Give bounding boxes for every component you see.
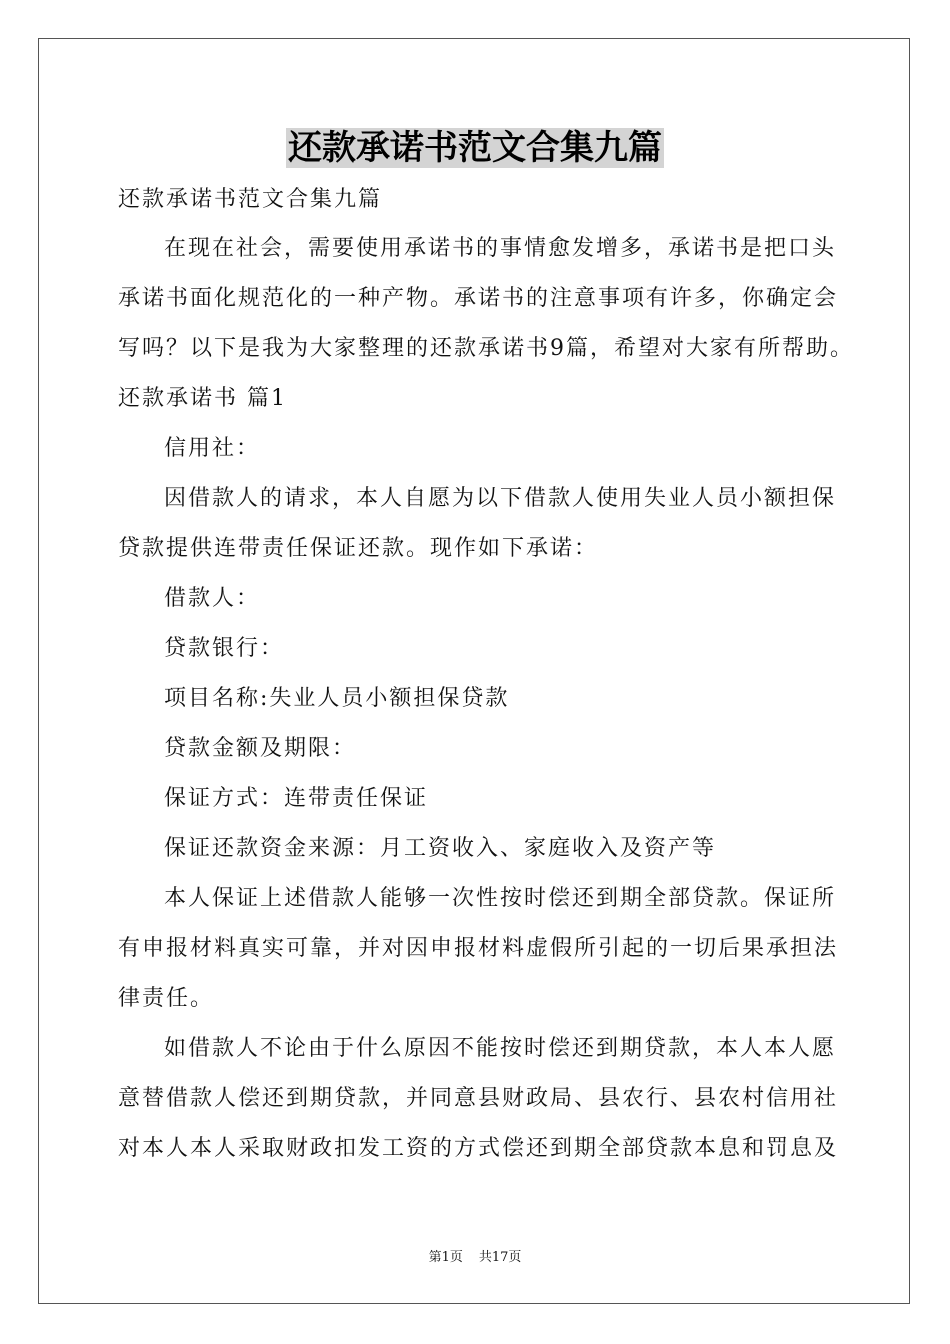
paragraph-line: 贷款提供连带责任保证还款。现作如下承诺： bbox=[118, 536, 599, 561]
paragraph-line: 承诺书面化规范化的一种产物。承诺书的注意事项有许多，你确定会 bbox=[118, 286, 839, 311]
paragraph-line: 律责任。 bbox=[118, 986, 215, 1011]
paragraph-line: 因借款人的请求，本人自愿为以下借款人使用失业人员小额担保 bbox=[164, 486, 837, 511]
page-frame bbox=[38, 38, 910, 1304]
field-line-amount: 贷款金额及期限： bbox=[164, 736, 357, 761]
field-line-borrower: 借款人： bbox=[164, 586, 261, 611]
document-title-text: 还款承诺书范文合集九篇 bbox=[288, 128, 662, 168]
page-number: 第1页 bbox=[428, 1250, 463, 1265]
salutation-line: 信用社： bbox=[164, 436, 261, 461]
page-total: 共17页 bbox=[478, 1250, 522, 1265]
subtitle-line: 还款承诺书范文合集九篇 bbox=[118, 187, 383, 212]
field-line-bank: 贷款银行： bbox=[164, 636, 285, 661]
paragraph-line: 在现在社会，需要使用承诺书的事情愈发增多，承诺书是把口头 bbox=[164, 236, 837, 261]
paragraph-line: 写吗？以下是我为大家整理的还款承诺书9篇，希望对大家有所帮助。 bbox=[118, 336, 854, 361]
paragraph-line: 本人保证上述借款人能够一次性按时偿还到期全部贷款。保证所 bbox=[164, 886, 837, 911]
document-title bbox=[0, 123, 950, 173]
paragraph-line: 有申报材料真实可靠，并对因申报材料虚假所引起的一切后果承担法 bbox=[118, 936, 839, 961]
field-line-source: 保证还款资金来源：月工资收入、家庭收入及资产等 bbox=[164, 836, 717, 861]
field-line-project: 项目名称:失业人员小额担保贷款 bbox=[164, 686, 510, 711]
field-line-method: 保证方式：连带责任保证 bbox=[164, 786, 429, 811]
paragraph-line: 如借款人不论由于什么原因不能按时偿还到期贷款，本人本人愿 bbox=[164, 1036, 837, 1061]
paragraph-line: 意替借款人偿还到期贷款，并同意县财政局、县农行、县农村信用社 bbox=[118, 1086, 839, 1111]
section-heading: 还款承诺书 篇1 bbox=[118, 386, 287, 411]
page-footer bbox=[0, 1246, 950, 1265]
paragraph-line: 对本人本人采取财政扣发工资的方式偿还到期全部贷款本息和罚息及 bbox=[118, 1136, 839, 1161]
